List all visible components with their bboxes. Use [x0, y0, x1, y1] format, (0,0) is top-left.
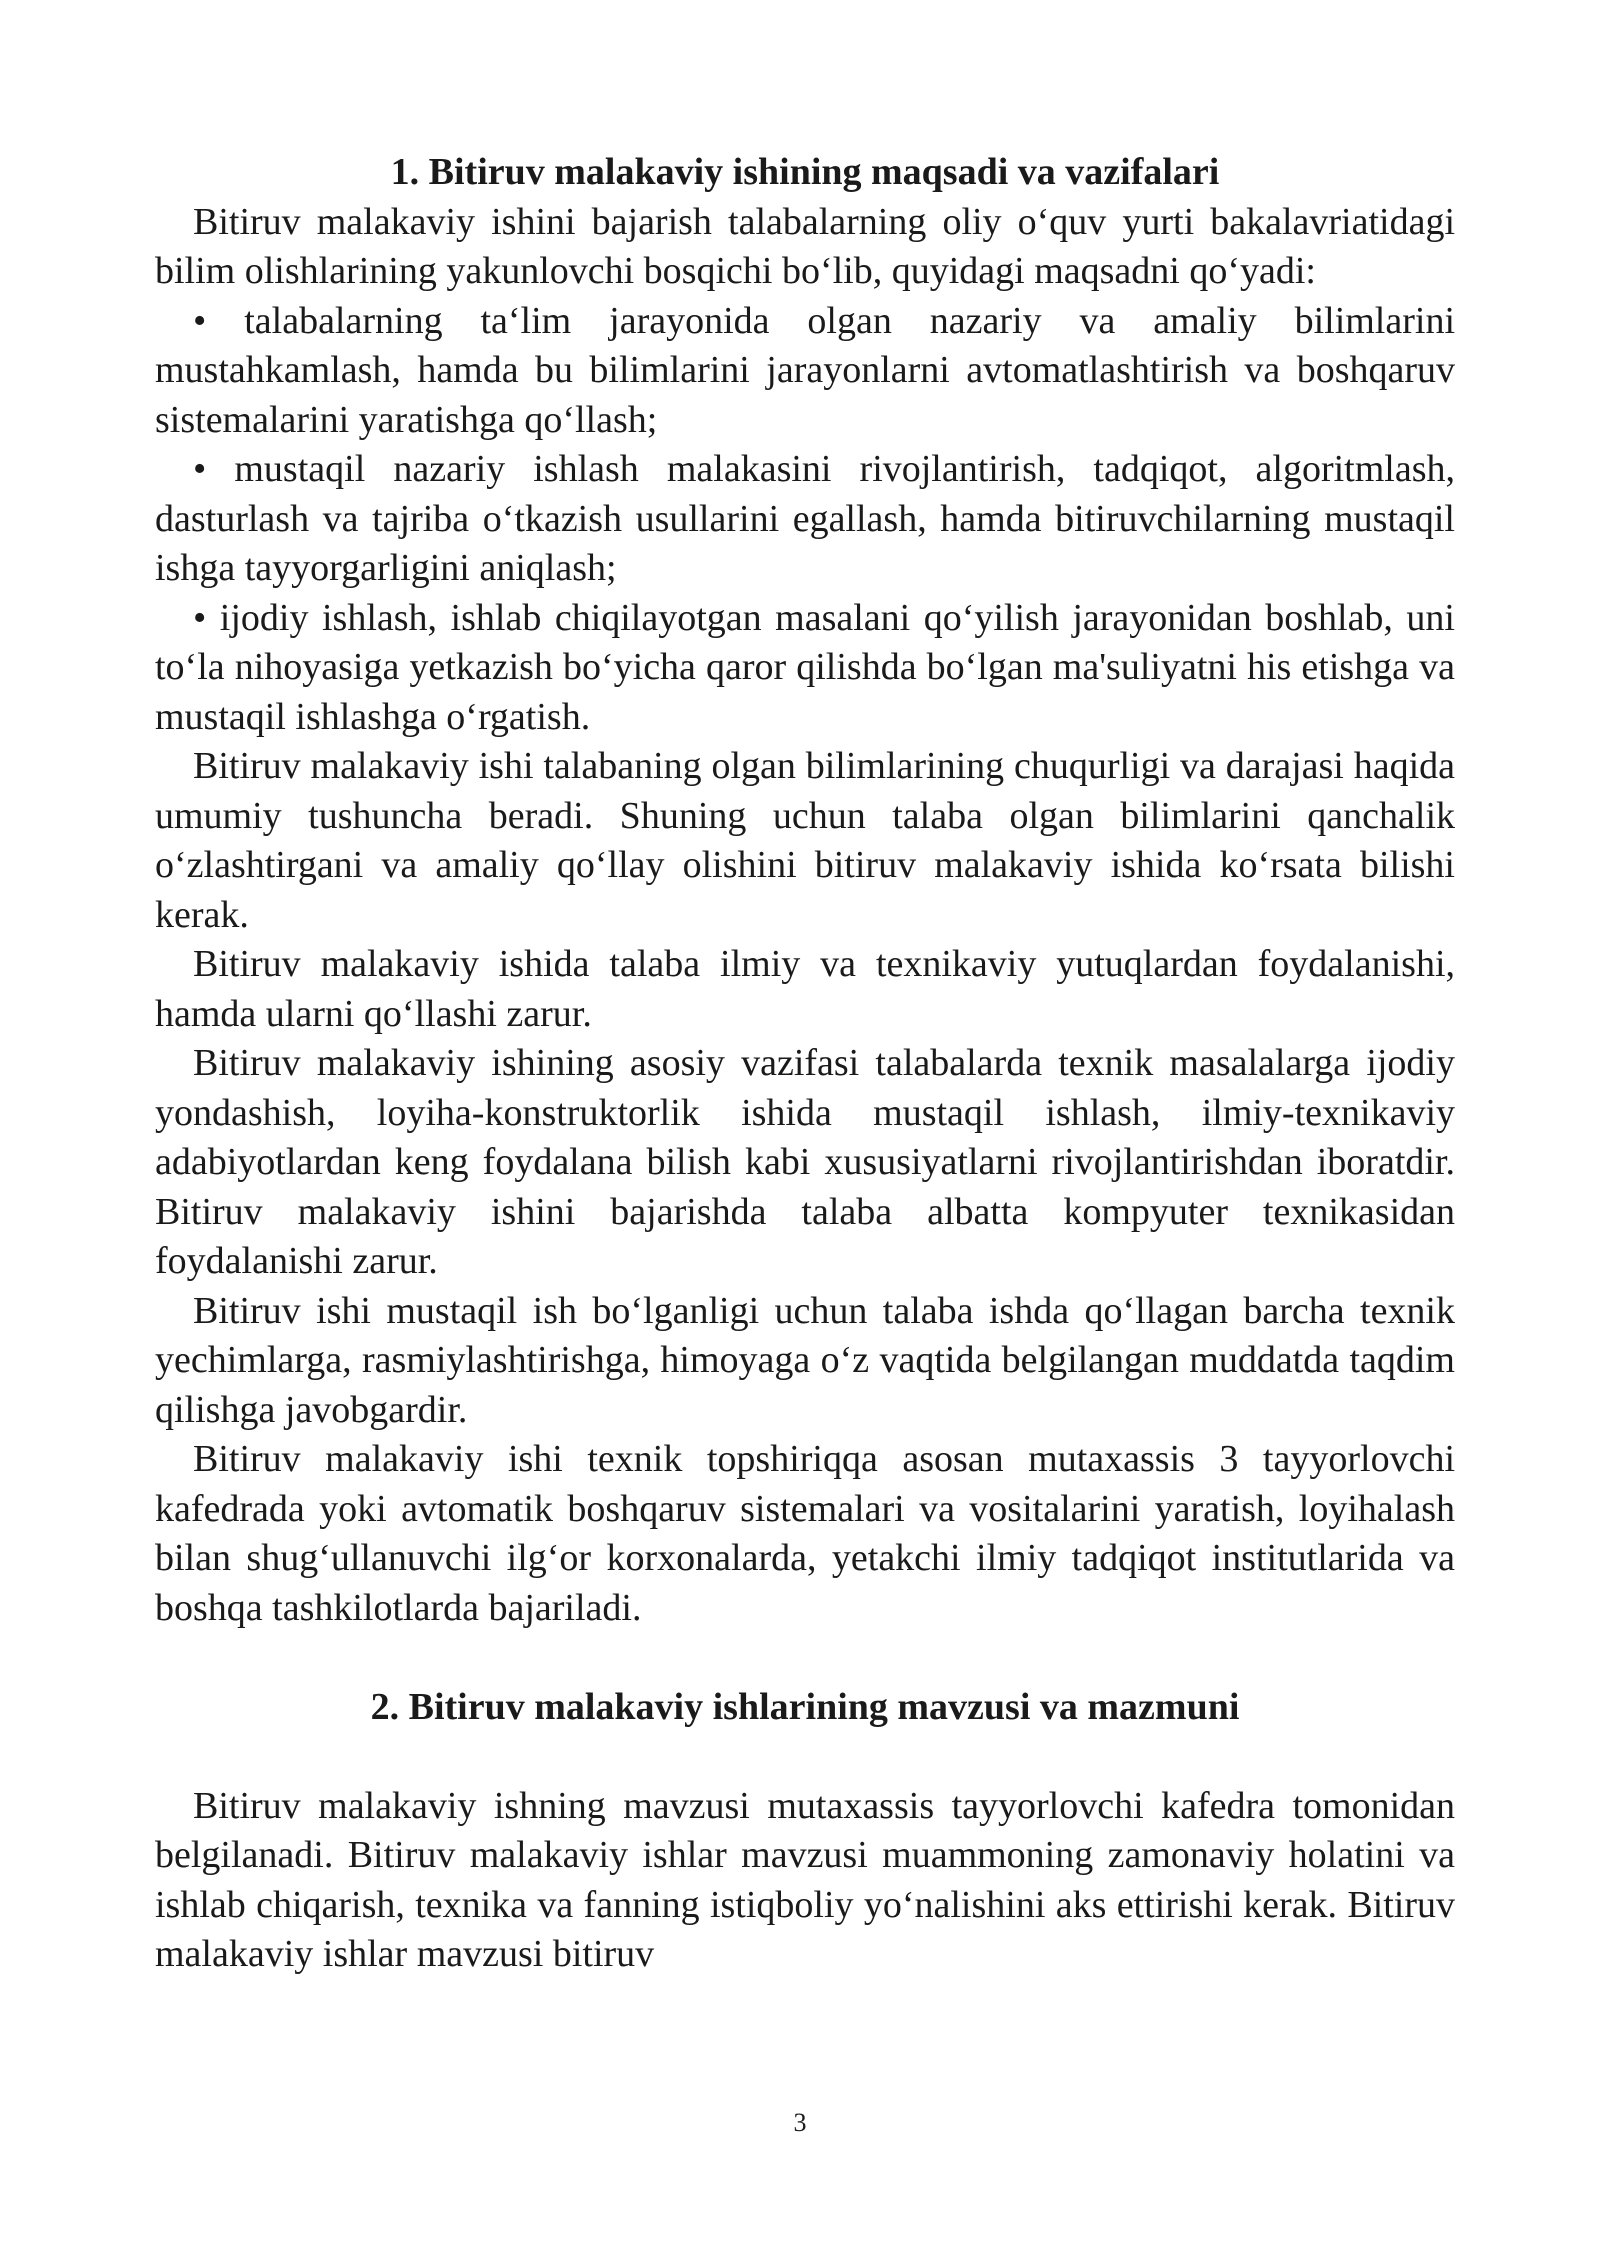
section-1-heading: 1. Bitiruv malakaviy ishining maqsadi va vazifalari	[390, 151, 1220, 193]
section-1-paragraph: Bitiruv malakaviy ishining asosiy vazifasi talabalarda texnik masalalarga ijodiy yondashish, loyiha-konstruktorlik ishida mustaqil ishlash, ilmiy-texnikaviy adabiyotlardan keng foydalana bilish kabi xususiyatlarni rivojlantirishdan iboratdir. Bitiruv malakaviy ishini bajarishda talaba albatta kompyuter texnikasidan foydalanishi zarur.	[155, 1042, 1455, 1282]
document-page	[155, 148, 1455, 1980]
section-2-paragraph: Bitiruv malakaviy ishning mavzusi mutaxassis tayyorlovchi kafedra tomonidan belgilanadi. Bitiruv malakaviy ishlar mavzusi muammoning zamonaviy holatini va ishlab chiqarish, texnika va fanning istiqboliy yo‘nalishini aks ettirishi kerak. Bitiruv malakaviy ishlar mavzusi bitiruv	[155, 1784, 1455, 1975]
bullet-item: • mustaqil nazariy ishlash malakasini rivojlantirish, tadqiqot, algoritmlash, dasturlash va tajriba o‘tkazish usullarini egallash, hamda bitiruvchilarning mustaqil ishga tayyorgarligini aniqlash;	[155, 448, 1455, 589]
section-1-paragraph: Bitiruv malakaviy ishi talabaning olgan bilimlarining chuqurligi va darajasi haqida umumiy tushuncha beradi. Shuning uchun talaba olgan bilimlarini qanchalik o‘zlashtirgani va amaliy qo‘llay olishini bitiruv malakaviy ishida ko‘rsata bilishi kerak.	[155, 745, 1455, 936]
section-1-paragraph: Bitiruv malakaviy ishini bajarish talabalarning oliy o‘quv yurti bakalavriatidagi bilim olishlarining yakunlovchi bosqichi bo‘lib, quyidagi maqsadni qo‘yadi:	[155, 200, 1455, 292]
section-2-heading: 2. Bitiruv malakaviy ishlarining mavzusi va mazmuni	[370, 1685, 1240, 1728]
bullet-item: • talabalarning ta‘lim jarayonida olgan nazariy va amaliy bilimlarini mustahkamlash, hamda bu bilimlarini jarayonlarni avtomatlashtirish va boshqaruv sistemalarini yaratishga qo‘llash;	[155, 299, 1455, 441]
section-1-paragraph: Bitiruv malakaviy ishi texnik topshiriqqa asosan mutaxassis 3 tayyorlovchi kafedrada yoki avtomatik boshqaruv sistemalari va vositalarini yaratish, loyihalash bilan shug‘ullanuvchi ilg‘or korxonalarda, yetakchi ilmiy tadqiqot institutlarida va boshqa tashkilotlarda bajariladi.	[155, 1438, 1455, 1629]
bullet-item: • ijodiy ishlash, ishlab chiqilayotgan masalani qo‘yilish jarayonidan boshlab, uni to‘la nihoyasiga yetkazish bo‘yicha qaror qilishda bo‘lgan ma'suliyatni his etishga va mustaqil ishlashga o‘rgatish.	[155, 596, 1455, 738]
section-1-paragraph: Bitiruv malakaviy ishida talaba ilmiy va texnikaviy yutuqlardan foydalanishi, hamda ularni qo‘llashi zarur.	[155, 943, 1455, 1035]
page-number: 3	[793, 2108, 807, 2137]
section-1-paragraph: Bitiruv ishi mustaqil ish bo‘lganligi uchun talaba ishda qo‘llagan barcha texnik yechimlarga, rasmiylashtirishga, himoyaga o‘z vaqtida belgilangan muddatda taqdim qilishga javobgardir.	[155, 1289, 1455, 1431]
